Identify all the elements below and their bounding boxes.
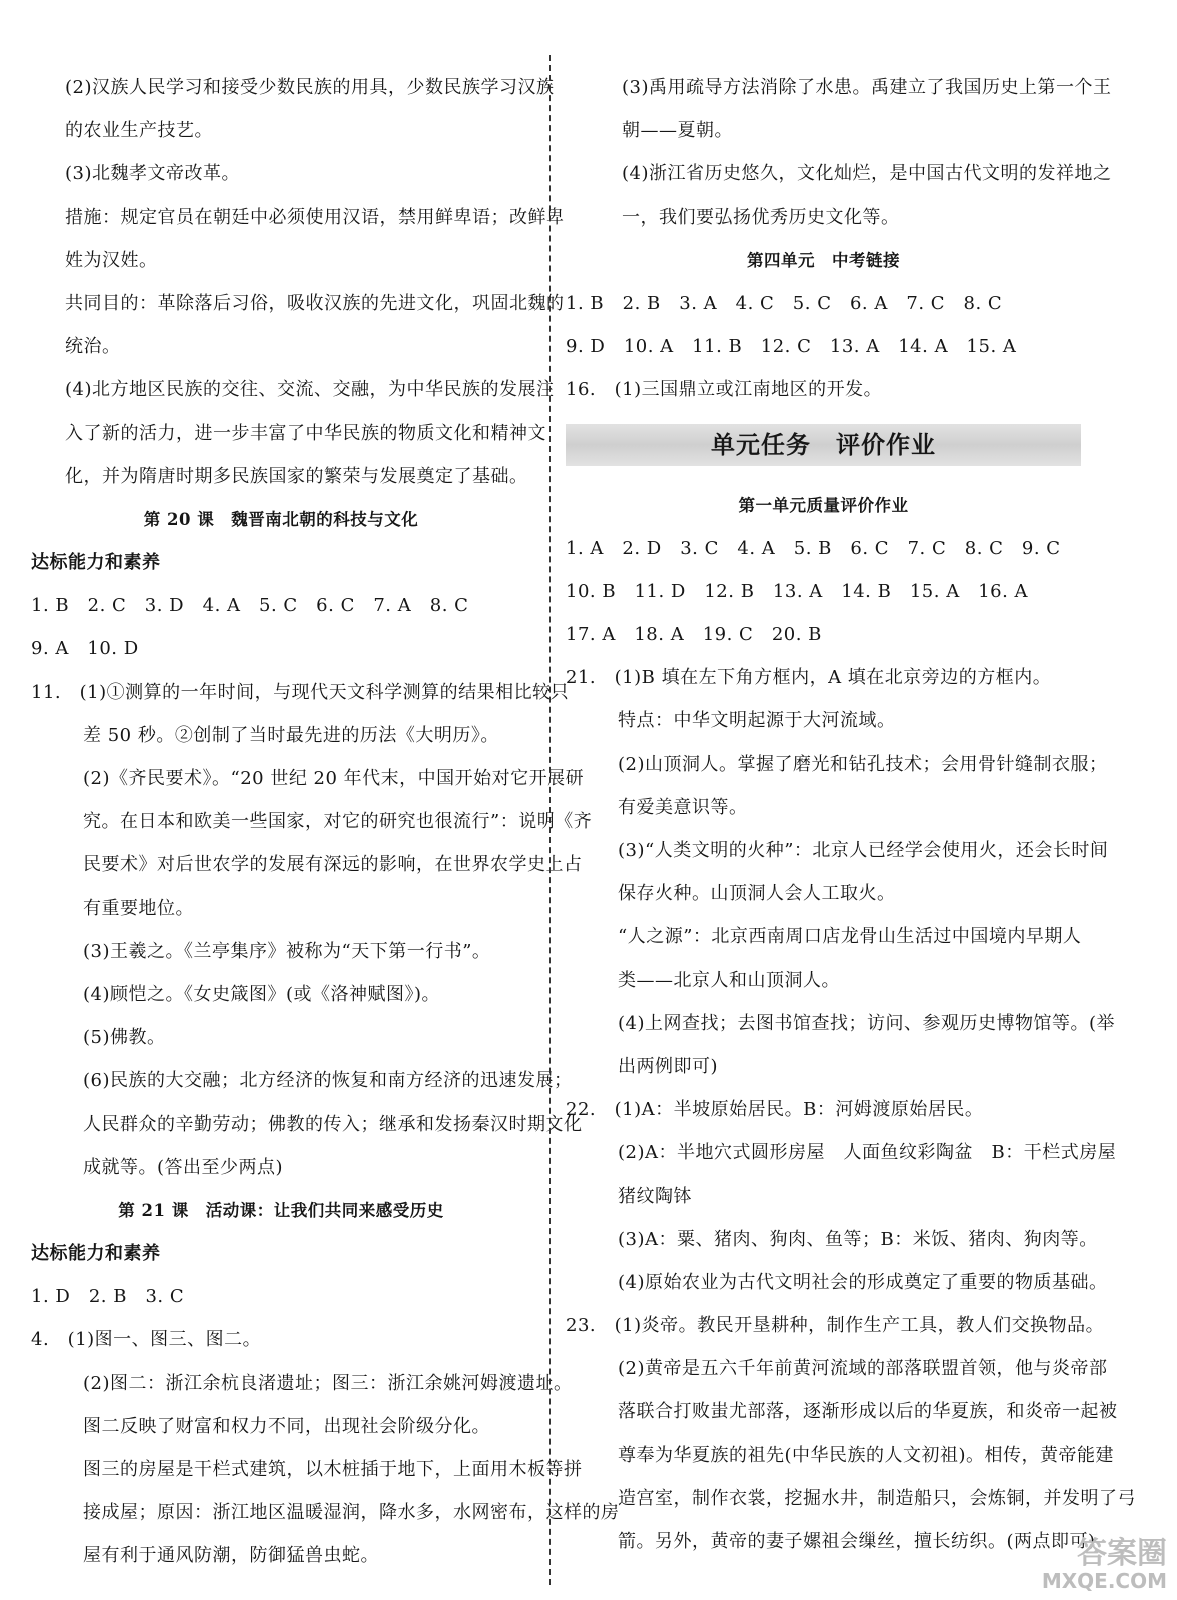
text-line: 特点：中华文明起源于大河流域。 (618, 710, 896, 732)
text-line: (3)A：粟、猪肉、狗肉、鱼等；B：米饭、猪肉、狗肉等。 (618, 1228, 1098, 1250)
text-line: 4. (1)图一、图三、图二。 (31, 1329, 262, 1351)
text-line: 22. (1)A：半坡原始居民。B：河姆渡原始居民。 (566, 1099, 984, 1121)
text-line: 接成屋；原因：浙江地区温暖湿润，降水多，水网密布，这样的房 (83, 1502, 620, 1524)
text-line: 化，并为隋唐时期多民族国家的繁荣与发展奠定了基础。 (65, 465, 528, 487)
text-line: 21. (1)B 填在左下角方框内，A 填在北京旁边的方框内。 (566, 667, 1052, 689)
text-line: 究。在日本和欧美一些国家，对它的研究也很流行”：说明《齐 (83, 811, 593, 833)
text-line: 类——北京人和山顶洞人。 (618, 969, 840, 991)
text-line: 朝——夏朝。 (622, 120, 733, 142)
watermark-en: MXQE.COM (1041, 1569, 1167, 1593)
text-line: 出两例即可) (618, 1055, 719, 1077)
text-line: (6)民族的大交融；北方经济的恢复和南方经济的迅速发展； (83, 1070, 573, 1092)
text-line: (2)《齐民要术》。“20 世纪 20 年代末，中国开始对它开展研 (83, 768, 585, 789)
text-line: (4)北方地区民族的交往、交流、交融，为中华民族的发展注 (65, 379, 555, 401)
text-line: 保存火种。山顶洞人会人工取火。 (618, 883, 896, 905)
left-column (31, 66, 620, 1578)
text-line: (2)A：半地穴式圆形房屋 人面鱼纹彩陶盆 B：干栏式房屋 (618, 1142, 1117, 1164)
text-line: 图三的房屋是干栏式建筑，以木桩插于地下，上面用木板等拼 (83, 1459, 583, 1480)
text-line: 1. A 2. D 3. C 4. A 5. B 6. C 7. C 8. C 9. C (566, 537, 1061, 559)
text-line: 17. A 18. A 19. C 20. B (566, 624, 822, 646)
text-line: 9. A 10. D (31, 638, 139, 660)
text-line: 有重要地位。 (83, 897, 194, 919)
subsection-heading: 达标能力和素养 (31, 552, 161, 574)
text-line: 9. D 10. A 11. B 12. C 13. A 14. A 15. A (566, 336, 1017, 358)
text-line: 有爱美意识等。 (618, 796, 748, 818)
text-line: 措施：规定官员在朝廷中必须使用汉语，禁用鲜卑语；改鲜卑 (65, 206, 565, 228)
text-line: 造宫室，制作衣裳，挖掘水井，制造船只，会炼铜，并发明了弓 (618, 1487, 1136, 1509)
subsection-heading: 达标能力和素养 (31, 1243, 161, 1265)
right-column-top (566, 66, 1112, 412)
text-line: (3)“人类文明的火种”：北京人已经学会使用火，还会长时间 (618, 840, 1109, 861)
text-line: 统治。 (65, 336, 121, 358)
text-line: 入了新的活力，进一步丰富了中华民族的物质文化和精神文 (65, 422, 546, 444)
text-line: 民要术》对后世农学的发展有深远的影响，在世界农学史上占 (83, 854, 583, 876)
text-line: 一，我们要弘扬优秀历史文化等。 (622, 206, 900, 228)
section-banner: 单元任务 评价作业 (566, 424, 1081, 466)
section-heading: 第四单元 中考链接 (747, 250, 900, 270)
watermark-cn: 答案圈 (1077, 1536, 1167, 1571)
text-line: (2)黄帝是五六千年前黄河流域的部落联盟首领，他与炎帝部 (618, 1358, 1108, 1380)
text-line: (4)顾恺之。《女史箴图》(或《洛神赋图》)。 (83, 983, 441, 1005)
text-line: 1. B 2. B 3. A 4. C 5. C 6. A 7. C 8. C (566, 292, 1003, 314)
text-line: “人之源”：北京西南周口店龙骨山生活过中国境内早期人 (618, 926, 1082, 948)
text-line: 箭。另外，黄帝的妻子嫘祖会缫丝，擅长纺织。(两点即可) (618, 1531, 1096, 1552)
text-line: 共同目的：革除落后习俗，吸收汉族的先进文化，巩固北魏的 (65, 292, 565, 314)
text-line: 成就等。(答出至少两点) (83, 1156, 284, 1178)
text-line: (2)汉族人民学习和接受少数民族的用具，少数民族学习汉族 (65, 77, 555, 98)
text-line: 23. (1)炎帝。教民开垦耕种，制作生产工具，教人们交换物品。 (566, 1315, 1105, 1337)
text-line: 猪纹陶钵 (618, 1185, 692, 1207)
text-line: 11. (1)①测算的一年时间，与现代天文科学测算的结果相比较只 (31, 681, 570, 703)
text-line: (2)图二：浙江余杭良渚遗址；图三：浙江余姚河姆渡遗址。 (83, 1372, 573, 1394)
text-line: (2)山顶洞人。掌握了磨光和钻孔技术；会用骨针缝制衣服； (618, 753, 1108, 775)
section-heading: 第一单元质量评价作业 (738, 495, 909, 515)
text-line: (3)北魏孝文帝改革。 (65, 163, 240, 185)
column-divider (549, 55, 551, 1585)
section-heading: 第 21 课 活动课：让我们共同来感受历史 (118, 1200, 444, 1220)
text-line: (3)王羲之。《兰亭集序》被称为“天下第一行书”。 (83, 940, 491, 962)
watermark-logo (1042, 1537, 1167, 1592)
text-line: 屋有利于通风防潮，防御猛兽虫蛇。 (83, 1545, 379, 1567)
text-line: 差 50 秒。②创制了当时最先进的历法《大明历》。 (83, 724, 499, 746)
text-line: (4)浙江省历史悠久，文化灿烂，是中国古代文明的发祥地之 (622, 163, 1112, 185)
text-line: (4)上网查找；去图书馆查找；访问、参观历史博物馆等。(举 (618, 1012, 1116, 1034)
text-line: 人民群众的辛勤劳动；佛教的传入；继承和发扬秦汉时期文化 (83, 1113, 583, 1135)
text-line: 姓为汉姓。 (65, 249, 158, 271)
text-line: 尊奉为华夏族的祖先(中华民族的人文初祖)。相传，黄帝能建 (618, 1444, 1115, 1466)
text-line: (4)原始农业为古代文明社会的形成奠定了重要的物质基础。 (618, 1271, 1108, 1293)
text-line: 16. (1)三国鼎立或江南地区的开发。 (566, 379, 883, 401)
section-heading: 第 20 课 魏晋南北朝的科技与文化 (143, 509, 419, 529)
text-line: 图二反映了财富和权力不同，出现社会阶级分化。 (83, 1415, 490, 1437)
text-line: (5)佛教。 (83, 1027, 166, 1049)
text-line: 的农业生产技艺。 (65, 120, 213, 142)
text-line: 10. B 11. D 12. B 13. A 14. B 15. A 16. A (566, 580, 1029, 602)
text-line: 落联合打败蚩尤部落，逐渐形成以后的华夏族，和炎帝一起被 (618, 1401, 1118, 1423)
text-line: 1. D 2. B 3. C (31, 1286, 185, 1308)
text-line: (3)禹用疏导方法消除了水患。禹建立了我国历史上第一个王 (622, 77, 1112, 98)
text-line: 1. B 2. C 3. D 4. A 5. C 6. C 7. A 8. C (31, 595, 469, 617)
